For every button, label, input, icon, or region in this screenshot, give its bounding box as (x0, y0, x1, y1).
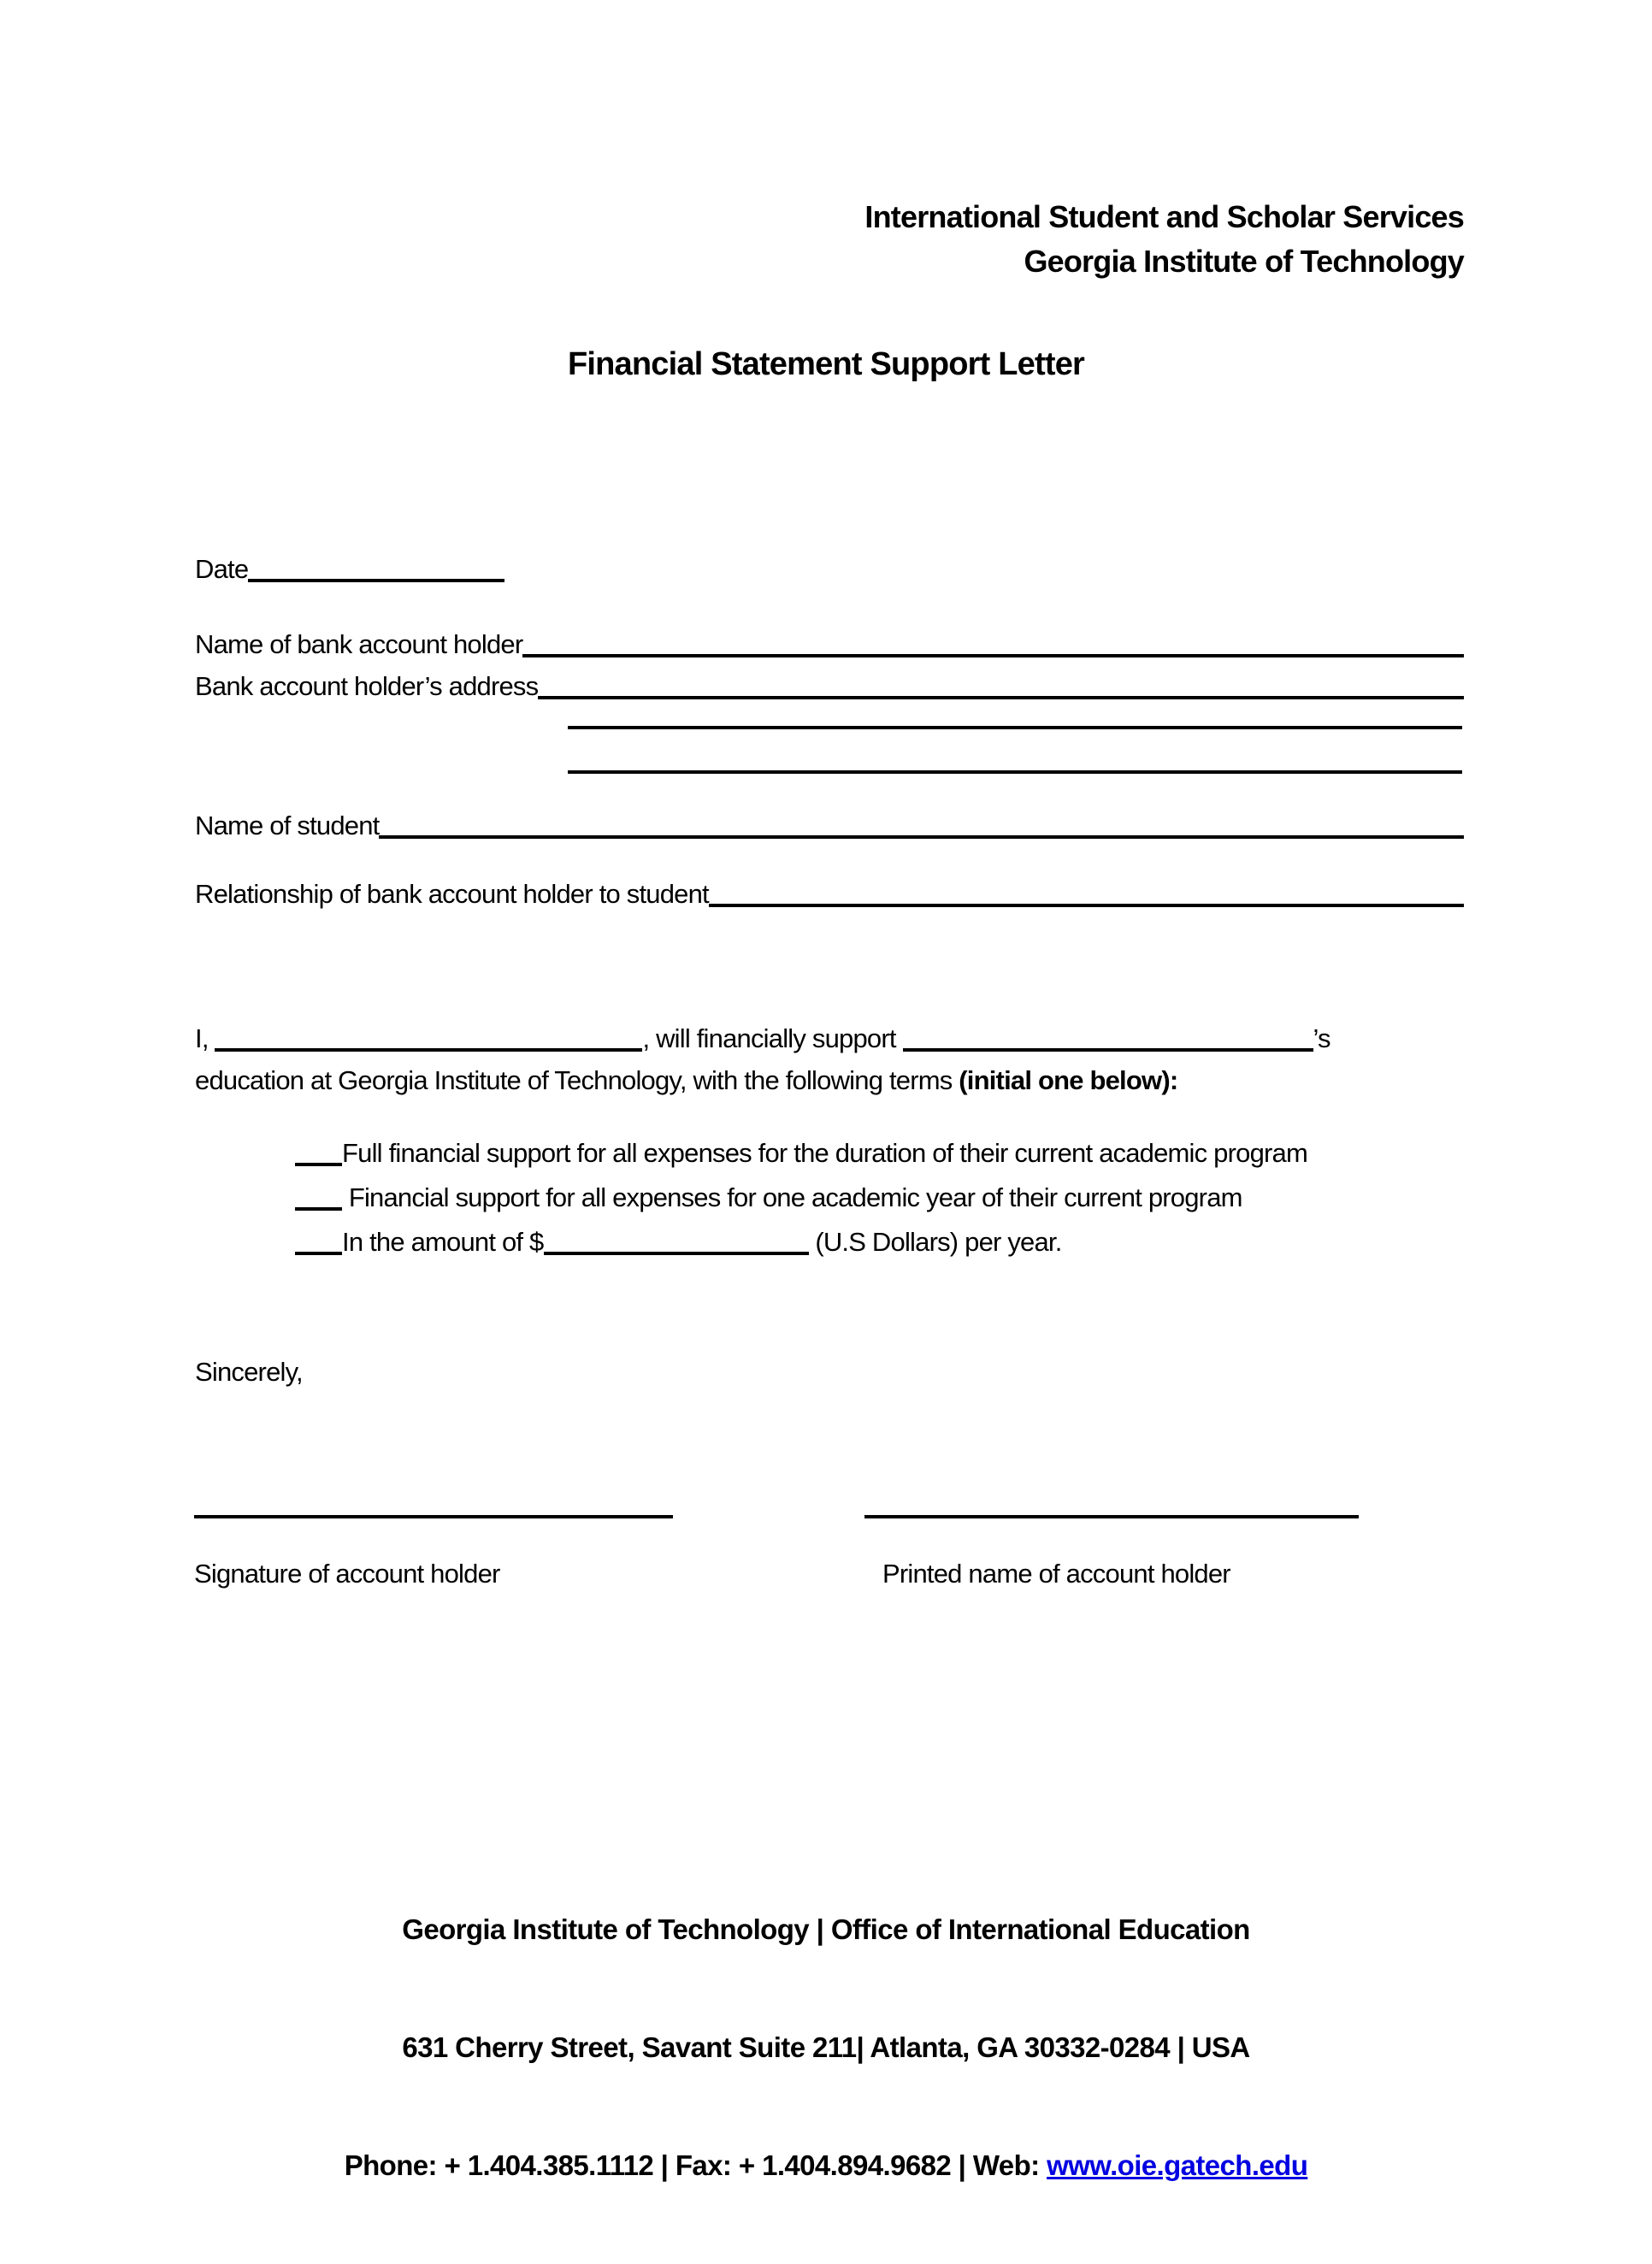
letterhead (864, 195, 1464, 284)
initial-one-below-text: (initial one below): (959, 1065, 1178, 1095)
option-full-support-text: Full financial support for all expenses for the duration of their current academic program (342, 1138, 1307, 1168)
footer-web-link[interactable]: www.oie.gatech.edu (1047, 2149, 1308, 2181)
student-name-field (195, 811, 1464, 842)
statement-part-2: , will financially support (642, 1023, 903, 1053)
bank-holder-address-label: Bank account holder’s address (195, 671, 539, 701)
student-name-blank (379, 835, 1464, 839)
option-amount-text-before: In the amount of $ (342, 1227, 544, 1257)
option-one-year-support (295, 1182, 1242, 1214)
letterhead-line-2: Georgia Institute of Technology (1024, 244, 1464, 279)
signature-line (194, 1515, 673, 1518)
option-amount-initial-blank (295, 1252, 342, 1255)
printed-name-line (864, 1515, 1359, 1518)
letterhead-line-1: International Student and Scholar Services (864, 199, 1464, 234)
option-one-year-text: Financial support for all expenses for one academic year of their current program (342, 1182, 1242, 1212)
relationship-blank (709, 904, 1464, 907)
printed-name-label: Printed name of account holder (882, 1559, 1230, 1589)
amount-blank (544, 1252, 809, 1255)
sponsor-name-blank (215, 1048, 642, 1052)
document-title: Financial Statement Support Letter (567, 346, 1085, 382)
footer-contact-line (0, 2146, 1652, 2185)
bank-holder-name-label: Name of bank account holder (195, 629, 523, 659)
statement-part-3: ’s (1313, 1023, 1330, 1053)
option-amount (295, 1227, 1062, 1259)
bank-holder-address-blank (538, 696, 1464, 699)
address-continuation-line-2 (568, 770, 1462, 774)
student-name-inline-blank (903, 1048, 1313, 1052)
bank-holder-name-blank (522, 654, 1464, 657)
bank-holder-address-field (195, 671, 1464, 703)
relationship-label: Relationship of bank account holder to student (195, 879, 709, 909)
statement-part-1: I, (195, 1023, 215, 1053)
footer-contact-prefix: Phone: + 1.404.385.1112 | Fax: + 1.404.894.9682 | Web: (344, 2149, 1047, 2181)
address-continuation-line-1 (568, 726, 1462, 729)
footer-address-line: 631 Cherry Street, Savant Suite 211| Atlanta, GA 30332-0284 | USA (402, 2031, 1250, 2063)
student-name-label: Name of student (195, 811, 380, 840)
date-field (195, 554, 1464, 586)
support-statement-line-2 (195, 1065, 1464, 1097)
footer (0, 1831, 1652, 2264)
option-full-support-initial-blank (295, 1163, 342, 1166)
footer-org-line: Georgia Institute of Technology | Office of International Education (402, 1913, 1250, 1945)
bank-holder-name-field (195, 629, 1464, 661)
option-one-year-initial-blank (295, 1207, 342, 1211)
signature-label: Signature of account holder (194, 1559, 500, 1589)
option-full-support (295, 1138, 1307, 1170)
statement-line-2-text: education at Georgia Institute of Technology, with the following terms (195, 1065, 959, 1095)
support-statement-line-1 (195, 1023, 1464, 1055)
relationship-field (195, 879, 1464, 911)
date-blank (248, 579, 504, 582)
date-label: Date (195, 554, 249, 584)
option-amount-text-after: (U.S Dollars) per year. (808, 1227, 1062, 1257)
closing-sincerely: Sincerely, (195, 1357, 303, 1387)
